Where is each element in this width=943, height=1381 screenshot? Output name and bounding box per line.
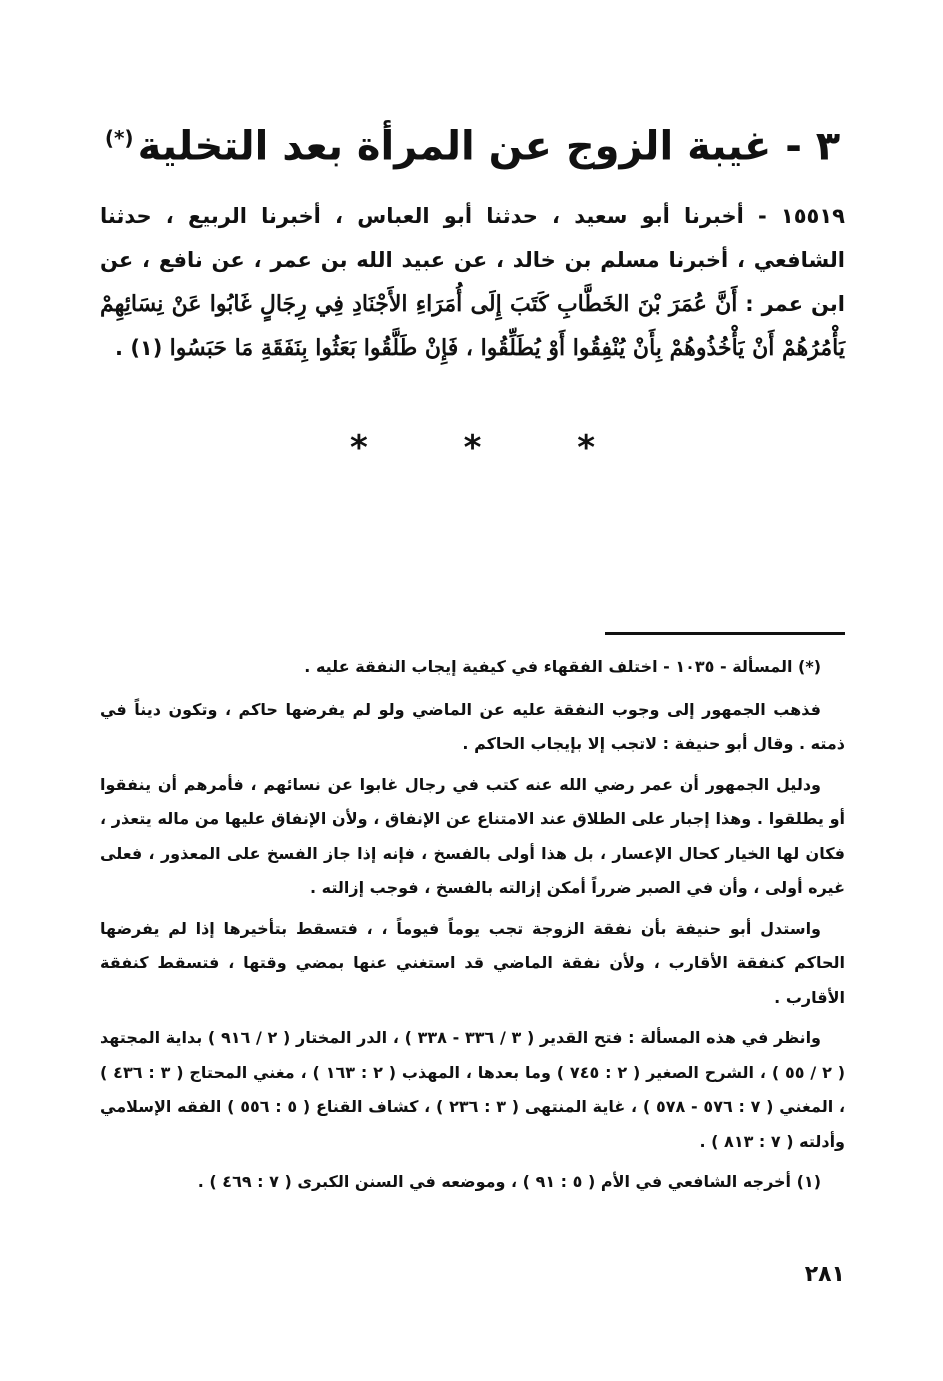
hadith-matn: أَنَّ عُمَرَ بْنَ الخَطَّابِ كَتَبَ إِلَى أُمَرَاءِ الأَجْنَادِ فِي رِجَالٍ غَابُوا عَنْ نِسَائِهِمْ يَأْمُرُهُمْ أَنْ يَأْخُذُوهُمْ بِأَنْ يُنْفِقُوا أَوْ يُطَلِّقُوا ، فَإِنْ طَلَّقُوا بَعَثُوا بِنَفَقَةِ مَا حَبَسُوا [100,291,845,362]
chapter-title-text: ٣ - غيبة الزوج عن المرأة بعد التخلية [137,123,841,170]
hadith-footnote-ref: (١) [130,336,163,361]
footnote-majority-view: فذهب الجمهور إلى وجوب النفقة عليه عن الماضي ولو لم يفرضها حاكم ، وتكون ديناً في ذمته . وقال أبو حنيفة : لاتجب إلا بإيجاب الحاكم . [100,699,845,753]
chapter-title [100,110,845,174]
hadith-isnad: ١٥٥١٩ - أخبرنا أبو سعيد ، حدثنا أبو العباس ، أخبرنا الربيع ، حدثنا الشافعي ، أخبرنا مسلم بن خالد ، عن عبيد الله بن عمر ، عن نافع ، عن ابن عمر : [100,204,846,317]
page-number: ٢٨١ [804,1262,845,1287]
footnote-divider [605,632,845,635]
hadith-end: . [115,336,123,361]
footnote-takhrij: (١) أخرجه الشافعي في الأم ( ٥ : ٩١ ) ، وموضعه في السنن الكبرى ( ٧ : ٤٦٩ ) . [197,1172,821,1191]
hadith-text [100,194,845,370]
footnote-hanafi-evidence: واستدل أبو حنيفة بأن نفقة الزوجة تجب يوماً فيوماً ، ، فتسقط بتأخيرها إذا لم يفرضها الحاكم كنفقة الأقارب ، ولأن نفقة الماضي قد استغني عنها بمضي وقتها ، فتسقط كنفقة الأقارب . [100,918,845,1007]
page [100,110,845,1360]
section-separator: * * * [349,428,637,469]
chapter-title-marker: (*) [104,126,134,150]
footnote-majority-evidence: ودليل الجمهور أن عمر رضي الله عنه كتب في رجال غابوا عن نسائهم ، فأمرهم أن ينفقوا أو يطلقوا . وهذا إجبار على الطلاق عند الامتناع عن الإنفاق ، ولأن الإنفاق عليها من ماله يتعذر ، فكان لها الخيار كحال الإعسار ، بل هذا أولى بالفسخ ، فإنه إذا جاز الفسخ على المعذور ، فعلى غيره أولى ، وأن في الصبر ضرراً أمكن إزالته بالفسخ ، فوجب إزالته . [100,774,845,897]
footnote-issue: (*) المسألة - ١٠٣٥ - اختلف الفقهاء في كيفية إيجاب النفقة عليه . [304,657,821,676]
footnote-references: وانظر في هذه المسألة : فتح القدير ( ٣ / ٣٣٦ - ٣٣٨ ) ، الدر المختار ( ٢ / ٩١٦ ) بداية المجتهد ( ٢ / ٥٥ ) ، الشرح الصغير ( ٢ : ٧٤٥ ) وما بعدها ، المهذب ( ٢ : ١٦٣ ) ، مغني المحتاج ( ٣ : ٤٣٦ ) ، المغني ( ٧ : ٥٧٦ - ٥٧٨ ) ، غاية المنتهى ( ٣ : ٢٣٦ ) ، كشاف القناع ( ٥ : ٥٥٦ ) الفقه الإسلامي وأدلته ( ٧ : ٨١٣ ) . [100,1028,846,1151]
footnotes [100,650,845,1206]
